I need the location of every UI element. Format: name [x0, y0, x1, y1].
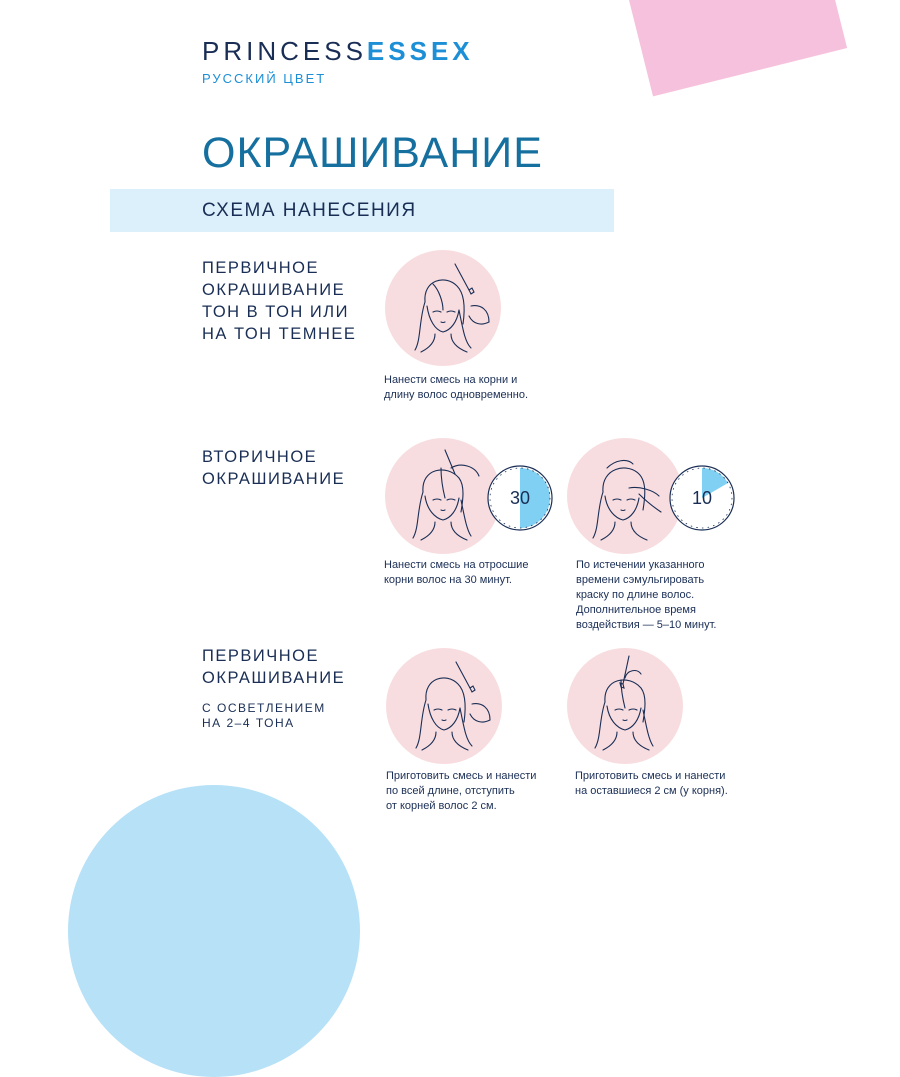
- section-2-title-line: ОКРАШИВАНИЕ: [202, 470, 346, 488]
- decorative-blue-circle: [68, 785, 360, 1077]
- band-title: СХЕМА НАНЕСЕНИЯ: [202, 200, 417, 221]
- step-caption: [575, 769, 750, 799]
- section-3-subtitle-line: С ОСВЕТЛЕНИЕМ: [202, 701, 326, 715]
- brand-logo: [202, 36, 474, 67]
- step-caption: [384, 373, 559, 403]
- caption-line: времени сэмульгировать: [576, 574, 705, 586]
- caption-line: По истечении указанного: [576, 559, 705, 571]
- section-3-title: [202, 645, 345, 689]
- caption-line: Нанести смесь на корни и: [384, 374, 518, 386]
- section-2-title-line: ВТОРИЧНОЕ: [202, 448, 318, 466]
- section-1-title: [202, 257, 356, 345]
- page-title: ОКРАШИВАНИЕ: [202, 129, 543, 177]
- caption-line: воздействия — 5–10 минут.: [576, 619, 717, 631]
- caption-line: Приготовить смесь и нанести: [575, 770, 726, 782]
- timer-value-10: 10: [691, 488, 713, 508]
- caption-line: Приготовить смесь и нанести: [386, 770, 537, 782]
- decorative-pink-square: [624, 0, 847, 96]
- caption-line: на оставшиеся 2 см (у корня).: [575, 785, 728, 797]
- section-1-title-line: ОКРАШИВАНИЕ: [202, 281, 346, 299]
- caption-line: Нанести смесь на отросшие: [384, 559, 529, 571]
- section-3-subtitle: [202, 701, 326, 731]
- brand-name-part2: ESSEX: [366, 36, 474, 66]
- woman-emulsify-icon: [567, 438, 683, 554]
- step-caption: [386, 769, 561, 814]
- section-1-title-line: ПЕРВИЧНОЕ: [202, 259, 319, 277]
- section-3-title-line: ОКРАШИВАНИЕ: [202, 669, 346, 687]
- woman-applying-roots-icon: [385, 438, 501, 554]
- caption-line: длину волос одновременно.: [384, 389, 528, 401]
- caption-line: по всей длине, отступить: [386, 785, 515, 797]
- section-2-title: [202, 446, 345, 490]
- step-caption: [576, 558, 751, 633]
- brand-name-part1: PRINCESS: [202, 36, 367, 66]
- section-1-title-line: ТОН В ТОН ИЛИ: [202, 303, 349, 321]
- section-1-title-line: НА ТОН ТЕМНЕЕ: [202, 325, 357, 343]
- timer-value-30: 30: [509, 488, 531, 508]
- caption-line: от корней волос 2 см.: [386, 800, 497, 812]
- caption-line: корни волос на 30 минут.: [384, 574, 512, 586]
- caption-line: Дополнительное время: [576, 604, 696, 616]
- section-3-title-line: ПЕРВИЧНОЕ: [202, 647, 319, 665]
- woman-applying-length-icon: [386, 648, 502, 764]
- section-3-subtitle-line: НА 2–4 ТОНА: [202, 716, 295, 730]
- step-caption: [384, 558, 559, 588]
- woman-applying-root-icon: [567, 648, 683, 764]
- brand-subtitle: РУССКИЙ ЦВЕТ: [202, 71, 327, 86]
- woman-applying-dye-icon: [385, 250, 501, 366]
- caption-line: краску по длине волос.: [576, 589, 695, 601]
